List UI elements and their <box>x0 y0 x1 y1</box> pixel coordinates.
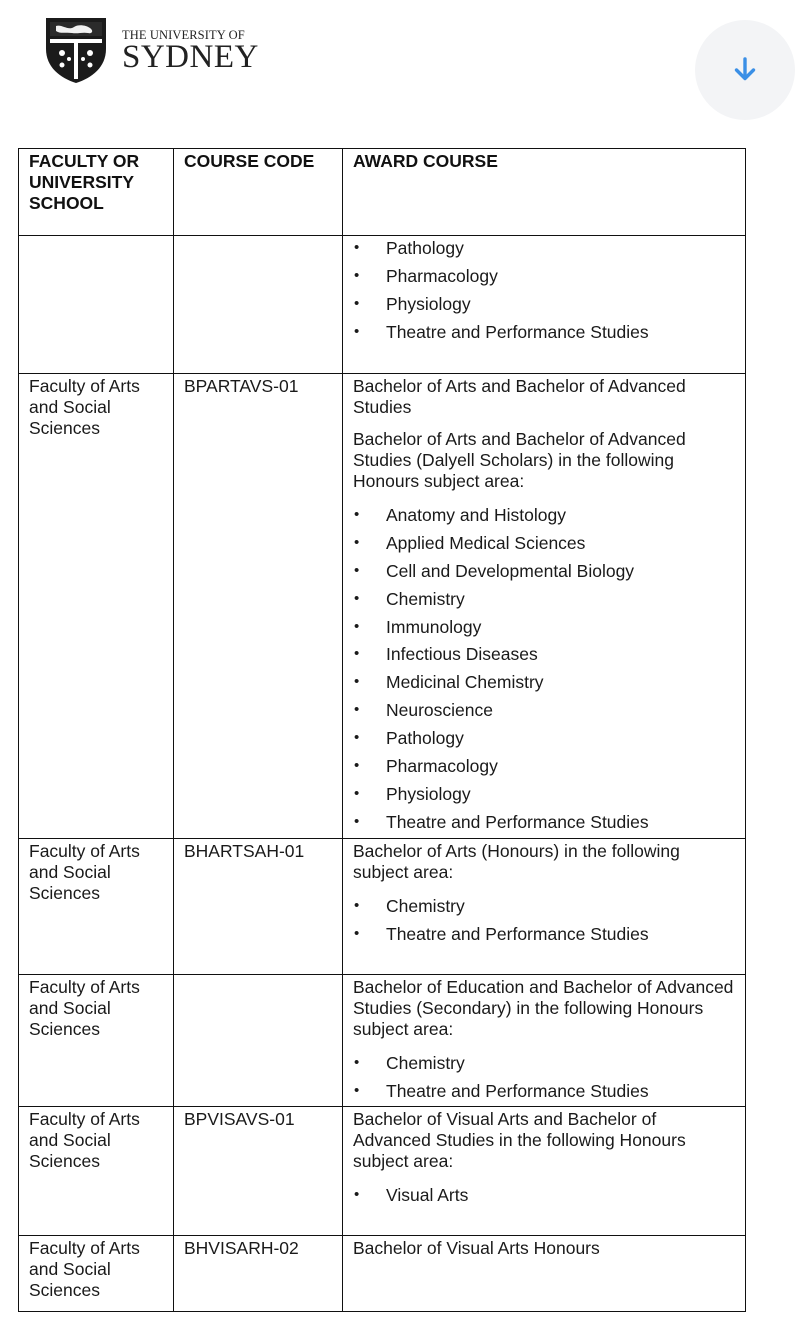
award-course-text: Bachelor of Arts (Honours) in the following subject area: <box>353 840 680 882</box>
award-course-cell <box>343 838 746 974</box>
course-code-cell <box>174 974 343 1107</box>
header-award-course: AWARD COURSE <box>343 149 746 236</box>
table-header-row <box>19 149 746 236</box>
subject-area-item: • Pathology <box>353 726 736 754</box>
subject-area-item: • Immunology <box>353 615 736 643</box>
award-course-cell <box>343 374 746 839</box>
subject-area-item: • Neuroscience <box>353 698 736 726</box>
table-row <box>19 1107 746 1236</box>
subject-area-item: • Infectious Diseases <box>353 642 736 670</box>
award-course-text: Bachelor of Visual Arts and Bachelor of Advanced Studies in the following Honours subject area: <box>353 1109 686 1172</box>
subject-area-item: • Chemistry <box>353 1051 736 1079</box>
faculty-cell <box>19 236 174 374</box>
award-course-cell <box>343 974 746 1107</box>
arrow-down-icon <box>730 55 760 85</box>
table-row <box>19 974 746 1107</box>
course-code-cell: BHVISARH-02 <box>174 1236 343 1312</box>
subject-area-item: • Pharmacology <box>353 754 736 782</box>
faculty-cell: Faculty of Arts and Social Sciences <box>19 1107 174 1236</box>
subject-area-item: • Theatre and Performance Studies <box>353 810 736 838</box>
subject-area-list <box>353 894 736 950</box>
subject-area-item: • Pharmacology <box>353 264 736 292</box>
course-table <box>18 148 746 1312</box>
download-button[interactable] <box>695 20 795 120</box>
table-row <box>19 838 746 974</box>
subject-area-item: • Anatomy and Histology <box>353 503 736 531</box>
subject-area-item: • Theatre and Performance Studies <box>353 922 736 950</box>
table-row <box>19 1236 746 1312</box>
faculty-cell: Faculty of Arts and Social Sciences <box>19 374 174 839</box>
faculty-cell: Faculty of Arts and Social Sciences <box>19 974 174 1107</box>
course-code-cell: BPARTAVS-01 <box>174 374 343 839</box>
subject-area-item: • Visual Arts <box>353 1183 736 1211</box>
subject-area-item: • Chemistry <box>353 587 736 615</box>
award-course-cell <box>343 1107 746 1236</box>
subject-area-list <box>353 236 736 348</box>
subject-area-list <box>353 503 736 838</box>
subject-area-item: • Theatre and Performance Studies <box>353 320 736 348</box>
crest-icon <box>42 15 110 85</box>
course-code-cell: BHARTSAH-01 <box>174 838 343 974</box>
subject-area-item: • Chemistry <box>353 894 736 922</box>
subject-area-item: • Theatre and Performance Studies <box>353 1079 736 1107</box>
university-wordmark <box>122 28 259 75</box>
university-logo <box>42 14 272 86</box>
faculty-cell: Faculty of Arts and Social Sciences <box>19 838 174 974</box>
header-faculty: FACULTY OR UNIVERSITY SCHOOL <box>19 149 174 236</box>
subject-area-list <box>353 1051 736 1107</box>
course-code-cell: BPVISAVS-01 <box>174 1107 343 1236</box>
subject-area-item: • Applied Medical Sciences <box>353 531 736 559</box>
table-row <box>19 236 746 374</box>
header-course-code: COURSE CODE <box>174 149 343 236</box>
subject-area-item: • Pathology <box>353 236 736 264</box>
award-course-text: Bachelor of Arts and Bachelor of Advanced Studies (Dalyell Scholars) in the following Honours subject area: <box>353 429 686 491</box>
subject-area-item: • Cell and Developmental Biology <box>353 559 736 587</box>
subject-area-list <box>353 1183 736 1211</box>
logo-big-text: SYDNEY <box>122 39 259 75</box>
subject-area-item: • Physiology <box>353 782 736 810</box>
subject-area-item: • Medicinal Chemistry <box>353 670 736 698</box>
award-course-text: Bachelor of Education and Bachelor of Advanced Studies (Secondary) in the following Honours subject area: <box>353 976 734 1039</box>
award-course-text: Bachelor of Arts and Bachelor of Advanced Studies <box>353 376 686 417</box>
logo-small-text: THE UNIVERSITY OF <box>122 28 245 42</box>
award-course-cell <box>343 1236 746 1312</box>
award-course-text: Bachelor of Visual Arts Honours <box>353 1238 600 1259</box>
award-course-cell <box>343 236 746 374</box>
subject-area-item: • Physiology <box>353 292 736 320</box>
course-code-cell <box>174 236 343 374</box>
table-row <box>19 374 746 839</box>
faculty-cell: Faculty of Arts and Social Sciences <box>19 1236 174 1312</box>
